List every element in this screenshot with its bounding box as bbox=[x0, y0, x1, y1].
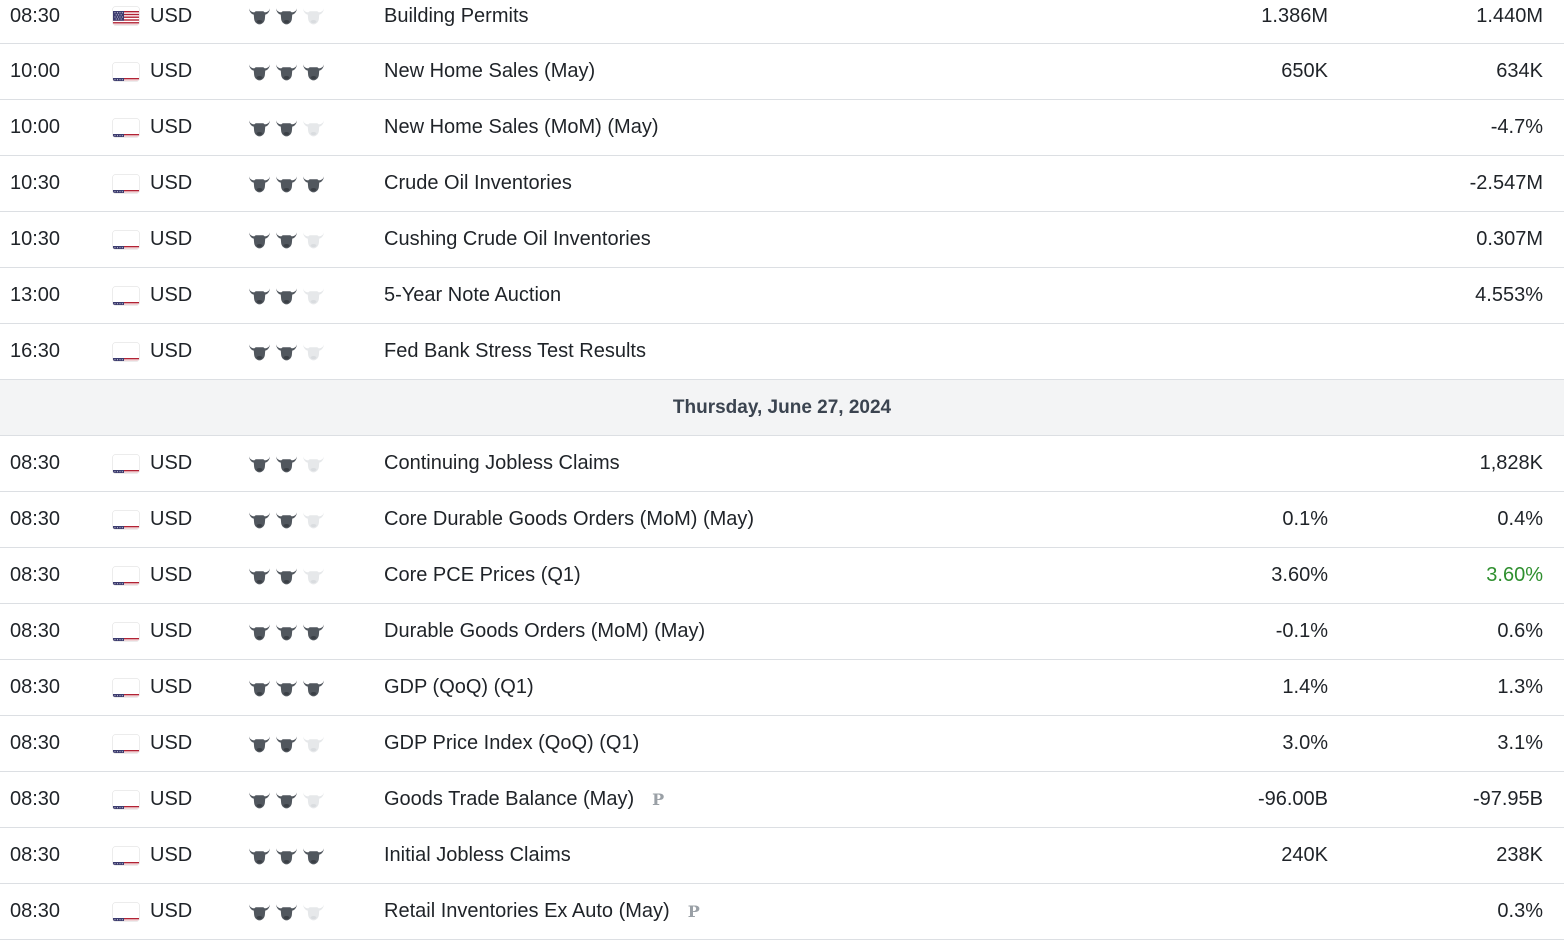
bull-icon bbox=[248, 566, 271, 586]
event-row[interactable] bbox=[0, 268, 1564, 324]
event-currency: USD bbox=[150, 452, 193, 474]
impact-rating bbox=[248, 230, 328, 250]
event-time: 16:30 bbox=[10, 340, 61, 362]
event-name[interactable]: Retail Inventories Ex Auto (May) bbox=[384, 900, 670, 922]
bull-icon bbox=[248, 6, 271, 26]
impact-rating bbox=[248, 174, 328, 194]
event-forecast-value: 3.60% bbox=[1486, 564, 1543, 586]
us-flag-icon bbox=[113, 511, 139, 529]
event-row[interactable] bbox=[0, 716, 1564, 772]
event-forecast-value: 1,828K bbox=[1479, 452, 1543, 474]
us-flag-icon bbox=[113, 791, 139, 809]
event-time: 10:00 bbox=[10, 60, 61, 82]
event-forecast-value: 238K bbox=[1496, 844, 1543, 866]
us-flag-icon bbox=[113, 847, 139, 865]
bull-icon bbox=[275, 62, 298, 82]
event-name[interactable]: New Home Sales (May) bbox=[384, 60, 596, 82]
bull-icon bbox=[248, 342, 271, 362]
event-currency: USD bbox=[150, 900, 193, 922]
event-time: 08:30 bbox=[10, 564, 61, 586]
date-header-row bbox=[0, 379, 1564, 436]
event-name[interactable]: Crude Oil Inventories bbox=[384, 172, 572, 194]
event-actual-value: 1.386M bbox=[1261, 5, 1328, 27]
event-name-cell[interactable] bbox=[384, 436, 1144, 491]
event-time: 10:30 bbox=[10, 228, 61, 250]
event-name[interactable]: Core PCE Prices (Q1) bbox=[384, 564, 581, 586]
event-row[interactable] bbox=[0, 828, 1564, 884]
event-forecast-value: 0.4% bbox=[1497, 508, 1543, 530]
event-time: 08:30 bbox=[10, 508, 61, 530]
event-currency: USD bbox=[150, 844, 193, 866]
impact-rating bbox=[248, 118, 328, 138]
event-time: 08:30 bbox=[10, 788, 61, 810]
bull-icon bbox=[248, 174, 271, 194]
event-forecast-value: -2.547M bbox=[1469, 172, 1543, 194]
event-name[interactable]: Fed Bank Stress Test Results bbox=[384, 340, 646, 362]
event-row[interactable] bbox=[0, 772, 1564, 828]
event-row[interactable] bbox=[0, 884, 1564, 940]
event-row[interactable] bbox=[0, 100, 1564, 156]
impact-rating bbox=[248, 510, 328, 530]
bull-icon bbox=[275, 846, 298, 866]
impact-rating bbox=[248, 790, 328, 810]
bull-icon bbox=[275, 510, 298, 530]
event-time: 08:30 bbox=[10, 5, 61, 27]
bull-icon bbox=[248, 510, 271, 530]
us-flag-icon bbox=[113, 455, 139, 473]
event-row[interactable] bbox=[0, 156, 1564, 212]
bull-icon bbox=[275, 342, 298, 362]
bull-icon bbox=[302, 230, 325, 250]
bull-icon bbox=[302, 734, 325, 754]
bull-icon bbox=[248, 622, 271, 642]
event-row[interactable] bbox=[0, 44, 1564, 100]
bull-icon bbox=[302, 678, 325, 698]
event-currency: USD bbox=[150, 340, 193, 362]
event-name-cell[interactable] bbox=[384, 772, 1144, 827]
event-name-cell[interactable] bbox=[384, 0, 1144, 32]
event-name-cell[interactable] bbox=[384, 44, 1144, 99]
event-name[interactable]: 5-Year Note Auction bbox=[384, 284, 562, 306]
event-currency: USD bbox=[150, 732, 193, 754]
bull-icon bbox=[275, 6, 298, 26]
event-currency: USD bbox=[150, 564, 193, 586]
event-actual-value: 3.60% bbox=[1271, 564, 1328, 586]
bull-icon bbox=[302, 846, 325, 866]
bull-icon bbox=[302, 6, 325, 26]
event-name[interactable]: New Home Sales (MoM) (May) bbox=[384, 116, 659, 138]
event-time: 08:30 bbox=[10, 620, 61, 642]
event-currency: USD bbox=[150, 676, 193, 698]
event-currency: USD bbox=[150, 284, 193, 306]
event-name[interactable]: Building Permits bbox=[384, 5, 529, 27]
us-flag-icon bbox=[113, 679, 139, 697]
event-row[interactable] bbox=[0, 548, 1564, 604]
bull-icon bbox=[275, 454, 298, 474]
event-name-cell[interactable] bbox=[384, 884, 1144, 939]
event-name[interactable]: Core Durable Goods Orders (MoM) (May) bbox=[384, 508, 755, 530]
event-time: 10:30 bbox=[10, 172, 61, 194]
us-flag-icon bbox=[113, 343, 139, 361]
event-row[interactable] bbox=[0, 212, 1564, 268]
event-name-cell[interactable] bbox=[384, 212, 1144, 267]
bull-icon bbox=[248, 734, 271, 754]
bull-icon bbox=[275, 566, 298, 586]
bull-icon bbox=[302, 790, 325, 810]
bull-icon bbox=[275, 902, 298, 922]
event-actual-value: 650K bbox=[1281, 60, 1328, 82]
bull-icon bbox=[302, 902, 325, 922]
event-forecast-value: 634K bbox=[1496, 60, 1543, 82]
event-name-cell[interactable] bbox=[384, 268, 1144, 323]
us-flag-icon bbox=[113, 119, 139, 137]
bull-icon bbox=[275, 174, 298, 194]
event-name-cell[interactable] bbox=[384, 828, 1144, 883]
impact-rating bbox=[248, 678, 328, 698]
event-name[interactable]: GDP Price Index (QoQ) (Q1) bbox=[384, 732, 640, 754]
event-forecast-value: 0.307M bbox=[1476, 228, 1543, 250]
bull-icon bbox=[275, 286, 298, 306]
impact-rating bbox=[248, 734, 328, 754]
bull-icon bbox=[248, 118, 271, 138]
bull-icon bbox=[302, 62, 325, 82]
event-row[interactable] bbox=[0, 436, 1564, 492]
us-flag-icon bbox=[113, 175, 139, 193]
event-currency: USD bbox=[150, 228, 193, 250]
event-forecast-value: 4.553% bbox=[1475, 284, 1543, 306]
event-currency: USD bbox=[150, 60, 193, 82]
event-forecast-value: -4.7% bbox=[1490, 116, 1543, 138]
event-name-cell[interactable] bbox=[384, 604, 1144, 659]
event-actual-value: 3.0% bbox=[1282, 732, 1328, 754]
event-currency: USD bbox=[150, 5, 193, 27]
bull-icon bbox=[275, 230, 298, 250]
us-flag-icon bbox=[113, 63, 139, 81]
bull-icon bbox=[275, 118, 298, 138]
impact-rating bbox=[248, 902, 328, 922]
event-row[interactable] bbox=[0, 0, 1564, 44]
event-actual-value: -96.00B bbox=[1257, 788, 1328, 810]
impact-rating bbox=[248, 846, 328, 866]
rows-group-before bbox=[0, 0, 1564, 380]
preliminary-p-icon: P bbox=[687, 902, 700, 921]
event-currency: USD bbox=[150, 620, 193, 642]
us-flag-icon bbox=[113, 903, 139, 921]
bull-icon bbox=[275, 790, 298, 810]
event-name[interactable]: Cushing Crude Oil Inventories bbox=[384, 228, 651, 250]
bull-icon bbox=[302, 174, 325, 194]
bull-icon bbox=[248, 230, 271, 250]
bull-icon bbox=[302, 118, 325, 138]
event-time: 10:00 bbox=[10, 116, 61, 138]
event-name-cell[interactable] bbox=[384, 716, 1144, 771]
bull-icon bbox=[302, 454, 325, 474]
event-name[interactable]: Goods Trade Balance (May) bbox=[384, 788, 635, 810]
event-name-cell[interactable] bbox=[384, 156, 1144, 211]
event-forecast-value: -97.95B bbox=[1472, 788, 1543, 810]
impact-rating bbox=[248, 342, 328, 362]
event-name-cell[interactable] bbox=[384, 492, 1144, 547]
date-header-label: Thursday, June 27, 2024 bbox=[672, 397, 892, 418]
event-name[interactable]: Continuing Jobless Claims bbox=[384, 452, 620, 474]
bull-icon bbox=[302, 342, 325, 362]
event-forecast-value: 1.3% bbox=[1497, 676, 1543, 698]
event-time: 13:00 bbox=[10, 284, 61, 306]
event-row[interactable] bbox=[0, 492, 1564, 548]
impact-rating bbox=[248, 62, 328, 82]
bull-icon bbox=[248, 62, 271, 82]
bull-icon bbox=[275, 734, 298, 754]
impact-rating bbox=[248, 286, 328, 306]
bull-icon bbox=[302, 566, 325, 586]
bull-icon bbox=[275, 622, 298, 642]
event-currency: USD bbox=[150, 788, 193, 810]
event-name-cell[interactable] bbox=[384, 548, 1144, 603]
event-row[interactable] bbox=[0, 660, 1564, 716]
preliminary-p-icon: P bbox=[652, 790, 665, 809]
event-name[interactable]: GDP (QoQ) (Q1) bbox=[384, 676, 534, 698]
bull-icon bbox=[302, 286, 325, 306]
event-name[interactable]: Initial Jobless Claims bbox=[384, 844, 571, 866]
bull-icon bbox=[248, 678, 271, 698]
event-currency: USD bbox=[150, 116, 193, 138]
event-row[interactable] bbox=[0, 324, 1564, 380]
bull-icon bbox=[302, 622, 325, 642]
event-row[interactable] bbox=[0, 604, 1564, 660]
event-actual-value: 0.1% bbox=[1282, 508, 1328, 530]
event-name-cell[interactable] bbox=[384, 324, 1144, 379]
us-flag-icon bbox=[113, 231, 139, 249]
bull-icon bbox=[248, 286, 271, 306]
event-forecast-value: 3.1% bbox=[1497, 732, 1543, 754]
event-forecast-value: 1.440M bbox=[1476, 5, 1543, 27]
impact-rating bbox=[248, 6, 328, 26]
bull-icon bbox=[248, 846, 271, 866]
impact-rating bbox=[248, 454, 328, 474]
event-forecast-value: 0.3% bbox=[1497, 900, 1543, 922]
us-flag-icon bbox=[113, 623, 139, 641]
event-name-cell[interactable] bbox=[384, 660, 1144, 715]
event-currency: USD bbox=[150, 172, 193, 194]
event-time: 08:30 bbox=[10, 732, 61, 754]
event-time: 08:30 bbox=[10, 452, 61, 474]
us-flag-icon bbox=[113, 567, 139, 585]
event-actual-value: 240K bbox=[1281, 844, 1328, 866]
us-flag-icon bbox=[113, 7, 139, 25]
event-forecast-value: 0.6% bbox=[1497, 620, 1543, 642]
impact-rating bbox=[248, 566, 328, 586]
impact-rating bbox=[248, 622, 328, 642]
bull-icon bbox=[275, 678, 298, 698]
event-actual-value: -0.1% bbox=[1275, 620, 1328, 642]
bull-icon bbox=[302, 510, 325, 530]
bull-icon bbox=[248, 790, 271, 810]
event-name[interactable]: Durable Goods Orders (MoM) (May) bbox=[384, 620, 706, 642]
event-time: 08:30 bbox=[10, 844, 61, 866]
event-actual-value: 1.4% bbox=[1282, 676, 1328, 698]
us-flag-icon bbox=[113, 287, 139, 305]
event-time: 08:30 bbox=[10, 900, 61, 922]
bull-icon bbox=[248, 902, 271, 922]
event-currency: USD bbox=[150, 508, 193, 530]
event-time: 08:30 bbox=[10, 676, 61, 698]
rows-group-after bbox=[0, 436, 1564, 940]
event-name-cell[interactable] bbox=[384, 100, 1144, 155]
us-flag-icon bbox=[113, 735, 139, 753]
bull-icon bbox=[248, 454, 271, 474]
